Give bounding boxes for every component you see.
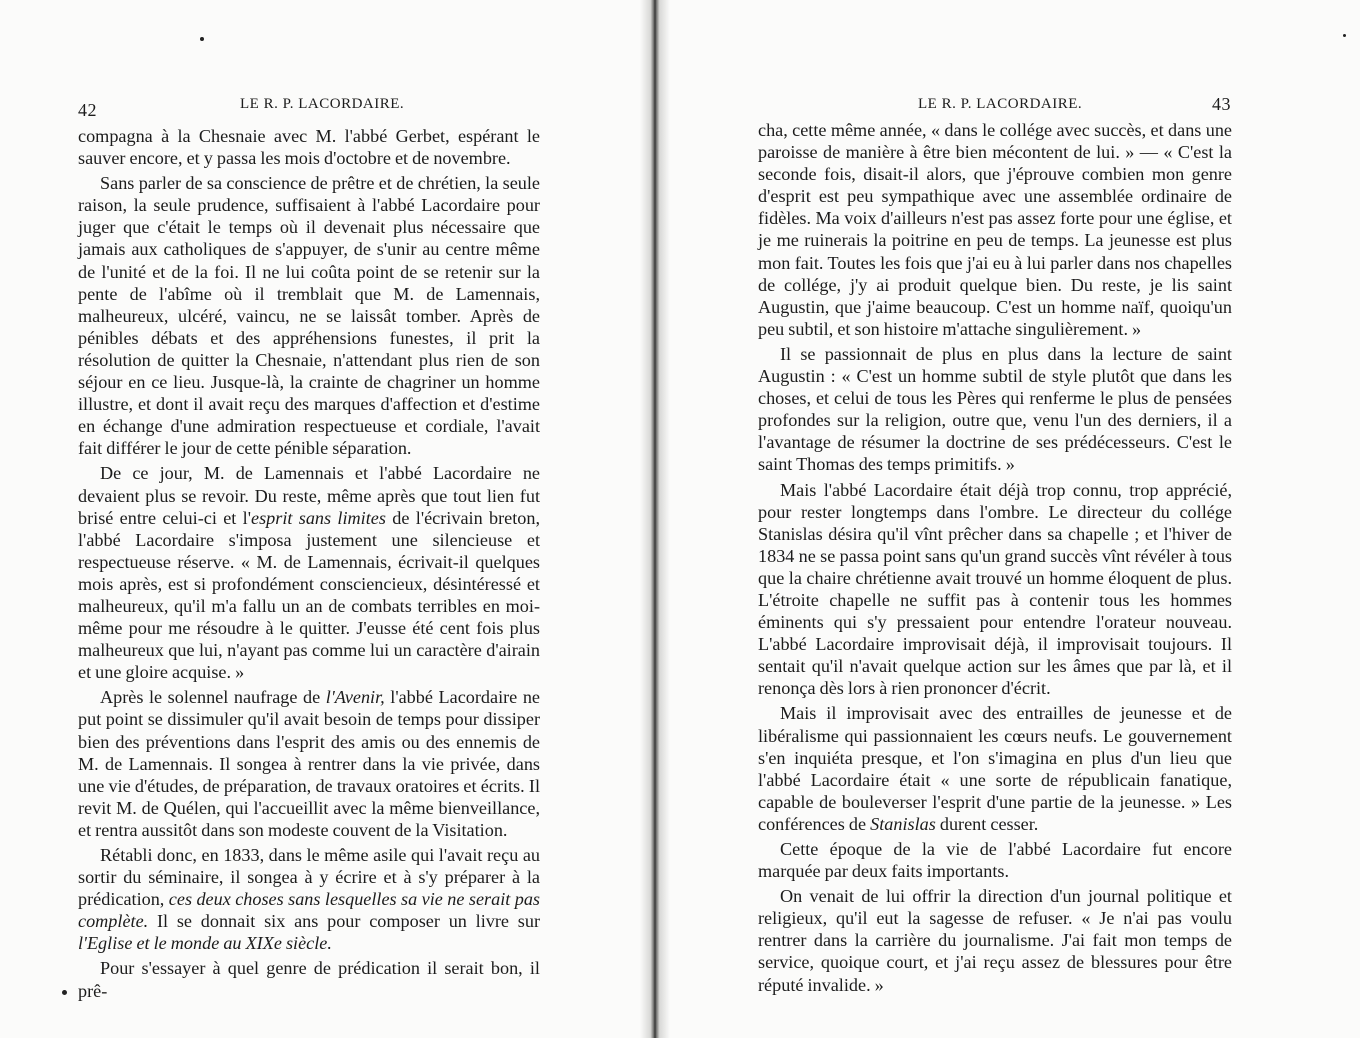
text-run: De ce jour, M. de Lamennais et l'abbé Lacordaire ne devaient plus se revoir. Du reste, même après que tout lien fut brisé entre celui-ci et l': [78, 463, 540, 528]
paragraph: [758, 702, 1232, 835]
text-run: de l'écrivain breton, l'abbé Lacordaire s'imposa justement une silencieuse et respectueuse réserve. « M. de Lamennais, écrivait-il quelques mois après, est si profondément consciencieux, désintéressé et malheureux, qu'il m'a fallu un an de combats terribles en moi-même pour me résoudre à le quitter. J'eusse été cent fois plus malheureux que lui, n'ayant pas comme lui un caractère d'airain et une gloire acquise. »: [78, 507, 540, 683]
text-run: l'abbé Lacordaire ne put point se dissimuler qu'il avait besoin de temps pour dissiper bien des préventions dans l'esprit des amis ou des ennemis de M. de Lamennais. Il songea à rentrer dans la vie privée, dans une vie d'études, de préparation, de travaux oratoires et écrits. Il revit M. de Quélen, qui l'accueillit avec la même bienveillance, et rentra aussitôt dans son modeste couvent de la Visitation.: [78, 687, 540, 840]
paragraph: [758, 885, 1232, 995]
left-folio: 42: [78, 100, 97, 120]
text-run: compagna à la Chesnaie avec M. l'abbé Gerbet, espérant le sauver encore, et y passa les mois d'octobre et de novembre.: [78, 126, 540, 169]
italic-text: Stanislas: [870, 813, 936, 834]
text-run: durent cesser.: [935, 813, 1039, 834]
paragraph: [78, 462, 540, 683]
text-run: Pour s'essayer à quel genre de prédication il serait bon, il prê-: [78, 958, 540, 1001]
right-text-block: [758, 119, 1232, 996]
paragraph: [758, 479, 1232, 700]
paragraph: [78, 172, 540, 459]
text-run: Mais l'abbé Lacordaire était déjà trop connu, trop apprécié, pour rester longtemps dans l'ombre. Le directeur du collége Stanislas désira qu'il vînt prêcher dans sa chapelle ; et l'hiver de 1834 ne se passa point sans qu'un grand succès vînt révéler à tous que la chaire chrétienne avait trouvé un homme éloquent de plus. L'étroite chapelle ne suffit pas à contenir tous les hommes éminents qui s'y pressaient pour entendre l'orateur nouveau. L'abbé Lacordaire improvisait déjà, il improvisait toujours. Il sentait qu'il n'avait quelque action sur les âmes que par là, et il renonça dès lors à rien prononcer d'écrit.: [758, 479, 1232, 699]
text-run: On venait de lui offrir la direction d'un journal politique et religieux, qu'il eut la sagesse de refuser. « Je n'ai pas voulu rentrer dans la carrière du journalisme. J'ai fait mon temps de service, quoique court, et j'ai reçu assez de blessures pour être réputé invalide. »: [758, 886, 1232, 995]
paragraph: [758, 838, 1232, 882]
text-run: Rétabli donc, en 1833, dans le même asile qui l'avait reçu au sortir du séminaire, il songea à y écrire et à s'y préparer à la prédication,: [78, 845, 540, 910]
left-running-head: LE R. P. LACORDAIRE.: [240, 96, 405, 112]
left-text-block: [78, 125, 540, 1002]
ink-speck: [62, 990, 67, 995]
ink-speck: [1343, 34, 1346, 37]
right-running-head: LE R. P. LACORDAIRE.: [918, 96, 1083, 112]
text-run: Il se donnait six ans pour composer un livre sur: [148, 911, 540, 932]
italic-text: ces deux choses sans lesquelles sa vie ne serait pas complète.: [78, 889, 540, 932]
paragraph: [758, 119, 1232, 340]
ink-speck: [200, 37, 204, 41]
text-run: Sans parler de sa conscience de prêtre et de chrétien, la seule raison, la seule prudence, suffisaient à l'abbé Lacordaire pour juger que c'était le temps où il devenait plus nécessaire que jamais aux catholiques de s'appuyer, de s'unir au centre même de l'unité et de la foi. Il ne lui coûta point de se retenir sur la pente de l'abîme où il tremblait que M. de Lamennais, malheureux, ulcéré, vaincu, ne se laissât tomber. Après de pénibles débats et des appréhensions funestes, il prit la résolution de quitter la Chesnaie, n'attendant plus rien de son séjour en ce lieu. Jusque-là, la crainte de chagriner un homme illustre, et dont il avait reçu des marques d'affection et d'estime en échange d'une admiration respectueuse et cordiale, l'avait fait différer le jour de cette pénible séparation.: [78, 173, 540, 459]
text-run: cha, cette même année, « dans le collége avec succès, et dans une paroisse de manière à être bien mécontent de lui. » — « C'est la seconde fois, disait-il alors, que j'éprouve combien mon genre d'esprit est peu sympathique avec une assemblée ordinaire de fidèles. Ma voix d'ailleurs n'est pas assez forte pour une église, et je me ruinerais la poitrine en peu de temps. La jeunesse est plus mon fait. Toutes les fois que j'ai eu à lui parler dans nos chapelles de collége, j'y ai produit quelque bien. Du reste, je lis saint Augustin, que j'aime beaucoup. C'est un homme naïf, quoiqu'un peu subtil, et son histoire m'attache singulièrement. »: [758, 120, 1232, 339]
right-folio: 43: [1212, 94, 1231, 114]
paragraph: [78, 844, 540, 954]
text-run: Mais il improvisait avec des entrailles de jeunesse et de libéralisme qui passionnaient les cœurs neufs. Le gouvernement s'en inquiéta presque, et l'on s'imagina en plus d'un lieu que l'abbé Lacordaire était « une sorte de républicain fanatique, capable de bouleverser l'esprit d'une partie de la jeunesse. » Les conférences de: [758, 703, 1232, 834]
italic-text: esprit sans limites: [251, 507, 386, 528]
italic-text: l'Avenir,: [325, 687, 385, 708]
text-run: Cette époque de la vie de l'abbé Lacordaire fut encore marquée par deux faits importants.: [758, 839, 1232, 882]
text-run: Il se passionnait de plus en plus dans la lecture de saint Augustin : « C'est un homme subtil de style plutôt que dans les choses, et celui de tous les Pères qui renferme le plus de pensées profondes sur la religion, outre que, venu l'un des derniers, il a l'avantage de résumer la doctrine de ses prédécesseurs. C'est le saint Thomas des temps primitifs. »: [758, 343, 1232, 475]
italic-text: l'Eglise et le monde au XIXe siècle.: [78, 933, 332, 954]
paragraph: [78, 957, 540, 1001]
text-run: Après le solennel naufrage de: [100, 687, 326, 708]
paragraph: [78, 686, 540, 841]
book-gutter: [640, 0, 670, 1038]
paragraph: [78, 125, 540, 169]
paragraph: [758, 343, 1232, 476]
